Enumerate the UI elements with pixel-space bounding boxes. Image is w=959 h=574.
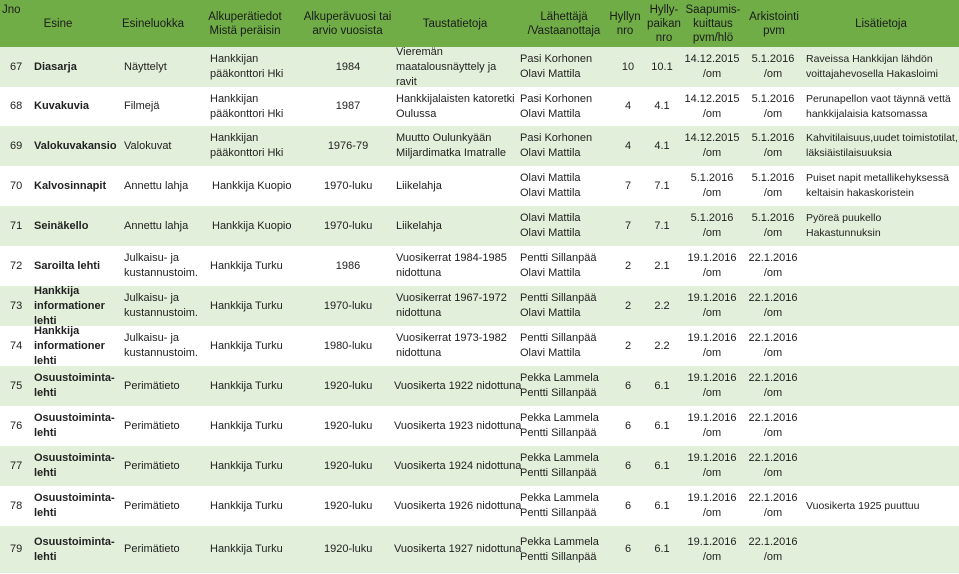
cell-esineluokka[interactable]: Julkaisu- ja kustannustoim. <box>124 332 198 359</box>
cell-jno[interactable]: 74 <box>10 339 23 352</box>
header-row <box>0 0 959 47</box>
table-row[interactable] <box>0 326 959 366</box>
cell-tausta[interactable]: Vuosikerrat 1973-1982 nidottuna <box>396 332 507 359</box>
cell-saapuminen[interactable]: 5.1.2016 /om <box>690 172 734 199</box>
cell-jno[interactable]: 78 <box>10 499 23 512</box>
cell-alkupera[interactable]: Hankkijan pääkonttori Hki <box>210 53 284 80</box>
cell-hylly[interactable]: 4 <box>624 139 632 152</box>
cell-alkupera[interactable]: Hankkija Turku <box>210 299 283 312</box>
table-row[interactable] <box>0 126 959 166</box>
cell-lahettaja[interactable]: Pasi Korhonen Olavi Mattila <box>520 53 593 80</box>
cell-esine[interactable]: Osuustoiminta-lehti <box>34 492 115 519</box>
cell-saapuminen[interactable]: 19.1.2016 /om <box>687 412 737 439</box>
cell-arkistointi[interactable]: 22.1.2016 /om <box>748 492 798 519</box>
cell-lisatietoja[interactable] <box>806 526 958 573</box>
cell-vuosi[interactable]: 1986 <box>335 259 361 272</box>
cell-alkupera[interactable]: Hankkija Kuopio <box>212 179 292 192</box>
cell-paikka[interactable]: 7.1 <box>654 219 670 232</box>
cell-paikka[interactable]: 4.1 <box>654 100 670 112</box>
cell-tausta[interactable]: Hankkijalaisten katoretki Oulussa <box>396 92 515 120</box>
header-hyllypaikka[interactable]: Hylly-paikan nro <box>647 3 681 44</box>
cell-esineluokka[interactable]: Julkaisu- ja kustannustoim. <box>124 292 198 319</box>
cell-tausta[interactable]: Vuosikerta 1926 nidottuna <box>394 499 522 512</box>
cell-paikka[interactable]: 7.1 <box>654 179 670 192</box>
cell-arkistointi[interactable]: 22.1.2016 /om <box>748 252 798 279</box>
cell-lisatietoja[interactable]: Puiset napit metallikehyksessä keltaisin hakaskoristein <box>806 172 949 199</box>
cell-tausta[interactable]: Vuosikerta 1927 nidottuna <box>394 543 522 555</box>
cell-vuosi[interactable]: 1920-luku <box>324 459 373 472</box>
cell-arkistointi[interactable]: 5.1.2016 /om <box>751 172 795 199</box>
cell-lahettaja[interactable]: Pekka Lammela Pentti Sillanpää <box>520 372 599 399</box>
cell-saapuminen[interactable]: 19.1.2016 /om <box>687 332 737 359</box>
cell-saapuminen[interactable]: 5.1.2016 /om <box>690 212 734 239</box>
cell-paikka[interactable]: 6.1 <box>654 419 670 432</box>
header-hyllynro[interactable]: Hyllyn nro <box>609 10 641 37</box>
cell-jno[interactable]: 77 <box>10 459 23 472</box>
cell-saapuminen[interactable]: 19.1.2016 /om <box>687 292 737 319</box>
cell-lahettaja[interactable]: Pekka Lammela Pentti Sillanpää <box>520 412 599 439</box>
cell-hylly[interactable]: 10 <box>621 60 635 73</box>
table-row[interactable] <box>0 87 959 126</box>
cell-saapuminen[interactable]: 14.12.2015 /om <box>684 53 740 80</box>
table-row[interactable] <box>0 47 959 87</box>
cell-tausta[interactable]: Vuosikerrat 1984-1985 nidottuna <box>396 252 507 279</box>
cell-jno[interactable]: 70 <box>10 179 23 192</box>
cell-jno[interactable]: 71 <box>10 219 23 232</box>
table-row[interactable] <box>0 446 959 486</box>
cell-paikka[interactable]: 6.1 <box>654 499 670 512</box>
cell-hylly[interactable]: 6 <box>624 379 632 392</box>
cell-saapuminen[interactable]: 19.1.2016 /om <box>687 492 737 519</box>
cell-alkupera[interactable]: Hankkijan pääkonttori Hki <box>210 132 284 159</box>
cell-esineluokka[interactable]: Perimätieto <box>124 499 180 512</box>
cell-alkupera[interactable]: Hankkija Turku <box>210 379 283 392</box>
cell-esineluokka[interactable]: Perimätieto <box>124 419 180 432</box>
cell-esine[interactable]: Seinäkello <box>34 219 89 232</box>
cell-tausta[interactable]: Liikelahja <box>396 219 442 232</box>
header-lisatietoja[interactable]: Lisätietoja <box>855 17 907 30</box>
header-taustatietoja[interactable]: Taustatietoja <box>422 17 488 30</box>
cell-jno[interactable]: 69 <box>10 139 23 152</box>
cell-paikka[interactable]: 10.1 <box>651 60 673 73</box>
cell-vuosi[interactable]: 1984 <box>335 60 361 73</box>
cell-esine[interactable]: Hankkija informationer lehti <box>34 324 105 367</box>
cell-esine[interactable]: Diasarja <box>34 60 77 73</box>
cell-paikka[interactable]: 6.1 <box>654 459 670 472</box>
cell-esine[interactable]: Kalvosinnapit <box>34 179 107 192</box>
cell-jno[interactable]: 76 <box>10 419 23 432</box>
cell-esineluokka[interactable]: Julkaisu- ja kustannustoim. <box>124 252 198 279</box>
cell-jno[interactable]: 73 <box>10 299 23 312</box>
cell-esine[interactable]: Osuustoiminta-lehti <box>34 535 115 563</box>
cell-lahettaja[interactable]: Pentti Sillanpää Olavi Mattila <box>520 252 597 279</box>
cell-lisatietoja[interactable]: Perunapellon vaot täynnä vettä hankkijalaisia katsomassa <box>806 92 951 120</box>
table-row[interactable] <box>0 486 959 526</box>
cell-arkistointi[interactable]: 5.1.2016 /om <box>751 53 795 80</box>
cell-esine[interactable]: Valokuvakansio <box>34 139 117 152</box>
cell-lisatietoja[interactable]: Pyöreä puukello Hakastunnuksin <box>806 212 882 239</box>
cell-paikka[interactable]: 6.1 <box>654 379 670 392</box>
cell-vuosi[interactable]: 1976-79 <box>327 139 369 152</box>
cell-lisatietoja[interactable]: Raveissa Hankkijan lähdön voittajahevosella Hakasloimi <box>806 53 938 80</box>
cell-esine[interactable]: Hankkija informationer lehti <box>34 284 105 327</box>
cell-alkupera[interactable]: Hankkija Turku <box>210 459 283 472</box>
cell-arkistointi[interactable]: 22.1.2016 /om <box>748 452 798 479</box>
cell-lahettaja[interactable]: Olavi Mattila Olavi Mattila <box>520 172 581 199</box>
cell-esine[interactable]: Kuvakuvia <box>34 100 90 112</box>
cell-esineluokka[interactable]: Perimätieto <box>124 459 180 472</box>
cell-alkupera[interactable]: Hankkija Kuopio <box>212 219 292 232</box>
cell-saapuminen[interactable]: 19.1.2016 /om <box>687 372 737 399</box>
header-lahettaja[interactable]: Lähettäjä /Vastaanottaja <box>527 10 601 37</box>
cell-lahettaja[interactable]: Pekka Lammela Pentti Sillanpää <box>520 452 599 479</box>
cell-jno[interactable]: 72 <box>10 259 23 272</box>
cell-vuosi[interactable]: 1987 <box>335 100 361 112</box>
cell-tausta[interactable]: Vuosikerta 1924 nidottuna <box>394 459 522 472</box>
cell-hylly[interactable]: 2 <box>624 299 632 312</box>
cell-tausta[interactable]: Vieremän maatalousnäyttely ja ravit <box>396 45 497 88</box>
table-row[interactable] <box>0 526 959 573</box>
cell-hylly[interactable]: 7 <box>624 179 632 192</box>
cell-lisatietoja[interactable] <box>806 326 958 366</box>
cell-vuosi[interactable]: 1970-luku <box>324 179 373 192</box>
cell-alkupera[interactable]: Hankkija Turku <box>210 543 283 555</box>
cell-lisatietoja[interactable]: Vuosikerta 1925 puuttuu <box>806 499 920 512</box>
cell-alkupera[interactable]: Hankkija Turku <box>210 499 283 512</box>
cell-jno[interactable]: 79 <box>10 543 23 555</box>
header-alkuperatiedot[interactable]: Alkuperätiedot Mistä peräisin <box>208 10 282 37</box>
cell-tausta[interactable]: Vuosikerta 1922 nidottuna <box>394 379 522 392</box>
cell-lisatietoja[interactable] <box>806 406 958 446</box>
cell-alkupera[interactable]: Hankkija Turku <box>210 339 283 352</box>
cell-vuosi[interactable]: 1920-luku <box>324 379 373 392</box>
cell-esine[interactable]: Saroilta lehti <box>34 259 101 272</box>
cell-lisatietoja[interactable] <box>806 246 958 286</box>
cell-arkistointi[interactable]: 5.1.2016 /om <box>751 92 795 120</box>
cell-lahettaja[interactable]: Pentti Sillanpää Olavi Mattila <box>520 332 597 359</box>
cell-arkistointi[interactable]: 5.1.2016 /om <box>751 132 795 159</box>
cell-jno[interactable]: 68 <box>10 100 23 112</box>
cell-alkupera[interactable]: Hankkijan pääkonttori Hki <box>210 92 284 120</box>
cell-alkupera[interactable]: Hankkija Turku <box>210 419 283 432</box>
cell-hylly[interactable]: 2 <box>624 259 632 272</box>
cell-lahettaja[interactable]: Pekka Lammela Pentti Sillanpää <box>520 535 599 563</box>
cell-hylly[interactable]: 6 <box>624 459 632 472</box>
cell-hylly[interactable]: 6 <box>624 543 632 555</box>
table-row[interactable] <box>0 246 959 286</box>
cell-hylly[interactable]: 6 <box>624 419 632 432</box>
table-row[interactable] <box>0 286 959 326</box>
cell-arkistointi[interactable]: 22.1.2016 /om <box>748 372 798 399</box>
cell-jno[interactable]: 75 <box>10 379 23 392</box>
cell-tausta[interactable]: Muutto Oulunkyään Miljardimatka Imatralle <box>396 132 507 159</box>
cell-lahettaja[interactable]: Pentti Sillanpää Olavi Mattila <box>520 292 597 319</box>
cell-jno[interactable]: 67 <box>10 60 23 73</box>
cell-tausta[interactable]: Liikelahja <box>396 179 442 192</box>
cell-vuosi[interactable]: 1980-luku <box>323 339 373 352</box>
cell-esineluokka[interactable]: Annettu lahja <box>124 179 189 192</box>
table-row[interactable] <box>0 166 959 206</box>
cell-lisatietoja[interactable]: Kahvitilaisuus,uudet toimistotilat, läksiäistilaisuuksia <box>806 132 958 159</box>
cell-paikka[interactable]: 2.2 <box>654 339 670 352</box>
cell-esine[interactable]: Osuustoiminta-lehti <box>34 412 115 439</box>
cell-paikka[interactable]: 2.2 <box>654 299 670 312</box>
cell-esineluokka[interactable]: Näyttelyt <box>124 60 167 73</box>
cell-hylly[interactable]: 6 <box>624 499 632 512</box>
cell-esineluokka[interactable]: Filmejä <box>124 100 160 112</box>
cell-tausta[interactable]: Vuosikerrat 1967-1972 nidottuna <box>396 292 507 319</box>
cell-lahettaja[interactable]: Olavi Mattila Olavi Mattila <box>520 212 581 239</box>
table-row[interactable] <box>0 406 959 446</box>
cell-lisatietoja[interactable] <box>806 366 958 406</box>
cell-saapuminen[interactable]: 14.12.2015 /om <box>684 92 740 120</box>
cell-arkistointi[interactable]: 22.1.2016 /om <box>748 535 798 563</box>
cell-lisatietoja[interactable] <box>806 286 958 326</box>
table-row[interactable] <box>0 206 959 246</box>
header-arkistointi[interactable]: Arkistointi pvm <box>749 10 799 37</box>
cell-alkupera[interactable]: Hankkija Turku <box>210 259 283 272</box>
cell-paikka[interactable]: 2.1 <box>654 259 670 272</box>
cell-hylly[interactable]: 7 <box>624 219 632 232</box>
header-esineluokka[interactable]: Esineluokka <box>121 17 184 30</box>
table-row[interactable] <box>0 366 959 406</box>
cell-vuosi[interactable]: 1970-luku <box>324 219 373 232</box>
header-jno[interactable]: Jno <box>2 4 21 16</box>
cell-vuosi[interactable]: 1920-luku <box>324 543 373 555</box>
cell-lahettaja[interactable]: Pasi Korhonen Olavi Mattila <box>520 132 593 159</box>
cell-vuosi[interactable]: 1920-luku <box>324 499 373 512</box>
header-esine[interactable]: Esine <box>43 17 73 30</box>
cell-arkistointi[interactable]: 5.1.2016 /om <box>751 212 795 239</box>
cell-arkistointi[interactable]: 22.1.2016 /om <box>748 332 798 359</box>
cell-lisatietoja[interactable] <box>806 446 958 486</box>
cell-vuosi[interactable]: 1970-luku <box>323 299 373 312</box>
cell-esine[interactable]: Osuustoiminta-lehti <box>34 452 115 479</box>
cell-hylly[interactable]: 4 <box>624 100 632 112</box>
cell-saapuminen[interactable]: 19.1.2016 /om <box>687 252 737 279</box>
cell-paikka[interactable]: 6.1 <box>654 543 670 555</box>
cell-lahettaja[interactable]: Pasi Korhonen Olavi Mattila <box>520 92 593 120</box>
cell-esine[interactable]: Osuustoiminta-lehti <box>34 372 115 399</box>
cell-esineluokka[interactable]: Annettu lahja <box>124 219 189 232</box>
cell-arkistointi[interactable]: 22.1.2016 /om <box>748 292 798 319</box>
cell-saapuminen[interactable]: 19.1.2016 /om <box>687 535 737 563</box>
cell-tausta[interactable]: Vuosikerta 1923 nidottuna <box>394 419 522 432</box>
header-alkuperavuosi[interactable]: Alkuperävuosi tai arvio vuosista <box>303 10 392 37</box>
cell-saapuminen[interactable]: 14.12.2015 /om <box>684 132 740 159</box>
cell-paikka[interactable]: 4.1 <box>654 139 670 152</box>
cell-lahettaja[interactable]: Pekka Lammela Pentti Sillanpää <box>520 492 599 519</box>
cell-esineluokka[interactable]: Perimätieto <box>124 379 180 392</box>
cell-esineluokka[interactable]: Perimätieto <box>124 543 180 555</box>
cell-saapuminen[interactable]: 19.1.2016 /om <box>687 452 737 479</box>
cell-hylly[interactable]: 2 <box>624 339 632 352</box>
cell-esineluokka[interactable]: Valokuvat <box>124 139 172 152</box>
cell-arkistointi[interactable]: 22.1.2016 /om <box>748 412 798 439</box>
cell-vuosi[interactable]: 1920-luku <box>324 419 373 432</box>
header-saapumiskuittaus[interactable]: Saapumis-kuittaus pvm/hlö <box>685 3 741 44</box>
